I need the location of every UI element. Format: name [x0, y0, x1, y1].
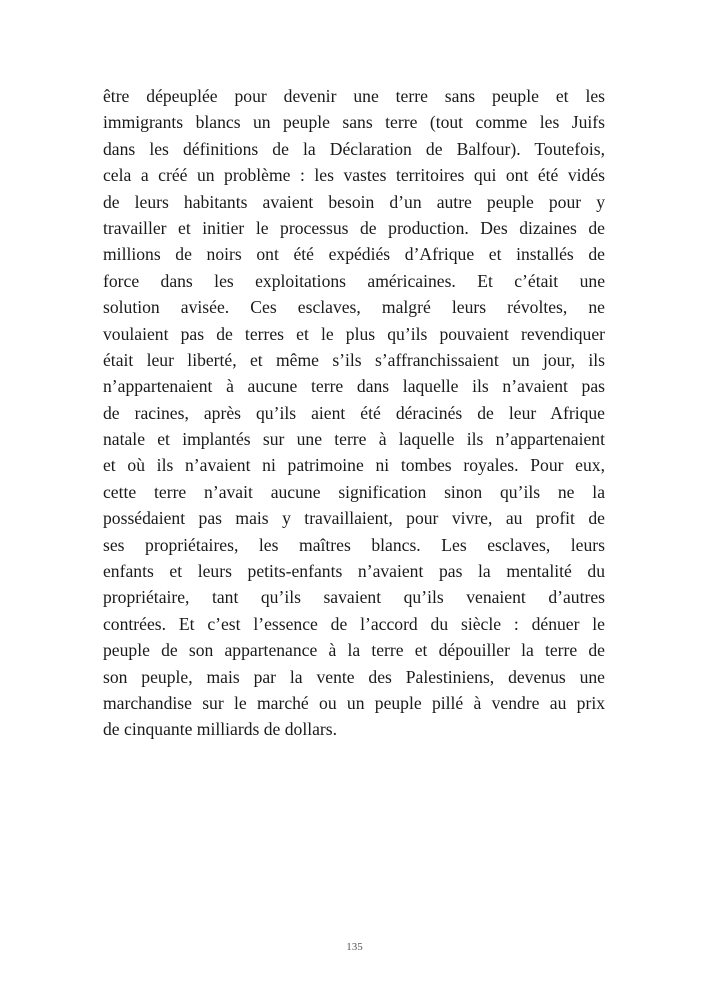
page-number: 135: [346, 941, 363, 953]
text-line: n’appartenaient à aucune terre dans laquelle ils n’avaient pas: [103, 376, 605, 397]
text-line: travailler et initier le processus de production. Des dizaines de: [103, 217, 605, 238]
text-line: voulaient pas de terres et le plus qu’ils pouvaient revendiquer: [103, 323, 605, 344]
text-line: et où ils n’avaient ni patrimoine ni tombes royales. Pour eux,: [103, 455, 605, 476]
text-line: immigrants blancs un peuple sans terre (tout comme les Juifs: [103, 112, 605, 133]
text-line: marchandise sur le marché ou un peuple pillé à vendre au prix: [103, 692, 605, 713]
text-line: son peuple, mais par la vente des Palestiniens, devenus une: [103, 666, 605, 687]
text-line: de leurs habitants avaient besoin d’un autre peuple pour y: [103, 191, 605, 212]
text-line: ses propriétaires, les maîtres blancs. Les esclaves, leurs: [103, 534, 605, 555]
text-line: natale et implantés sur une terre à laquelle ils n’appartenaient: [103, 429, 605, 450]
text-line: cette terre n’avait aucune signification sinon qu’ils ne la: [103, 481, 605, 502]
text-line: était leur liberté, et même s’ils s’affranchissaient un jour, ils: [103, 349, 605, 370]
text-line: être dépeuplée pour devenir une terre sans peuple et les: [103, 86, 605, 106]
text-line: cela a créé un problème : les vastes territoires qui ont été vidés: [103, 165, 605, 186]
text-line: solution avisée. Ces esclaves, malgré leurs révoltes, ne: [103, 297, 605, 318]
text-line: millions de noirs ont été expédiés d’Afrique et installés de: [103, 244, 605, 265]
text-line: peuple de son appartenance à la terre et dépouiller la terre de: [103, 640, 605, 661]
text-line: dans les définitions de la Déclaration de Balfour). Toutefois,: [103, 138, 605, 159]
text-line: force dans les exploitations américaines. Et c’était une: [103, 270, 605, 291]
text-line: propriétaire, tant qu’ils savaient qu’ils venaient d’autres: [103, 587, 605, 608]
body-paragraph: [103, 83, 605, 743]
text-line: possédaient pas mais y travaillaient, pour vivre, au profit de: [103, 508, 605, 529]
text-line: contrées. Et c’est l’essence de l’accord du siècle : dénuer le: [103, 613, 605, 634]
text-line: de racines, après qu’ils aient été déracinés de leur Afrique: [103, 402, 605, 423]
text-line: enfants et leurs petits-enfants n’avaient pas la mentalité du: [103, 561, 605, 582]
text-line-last: de cinquante milliards de dollars.: [103, 719, 338, 740]
